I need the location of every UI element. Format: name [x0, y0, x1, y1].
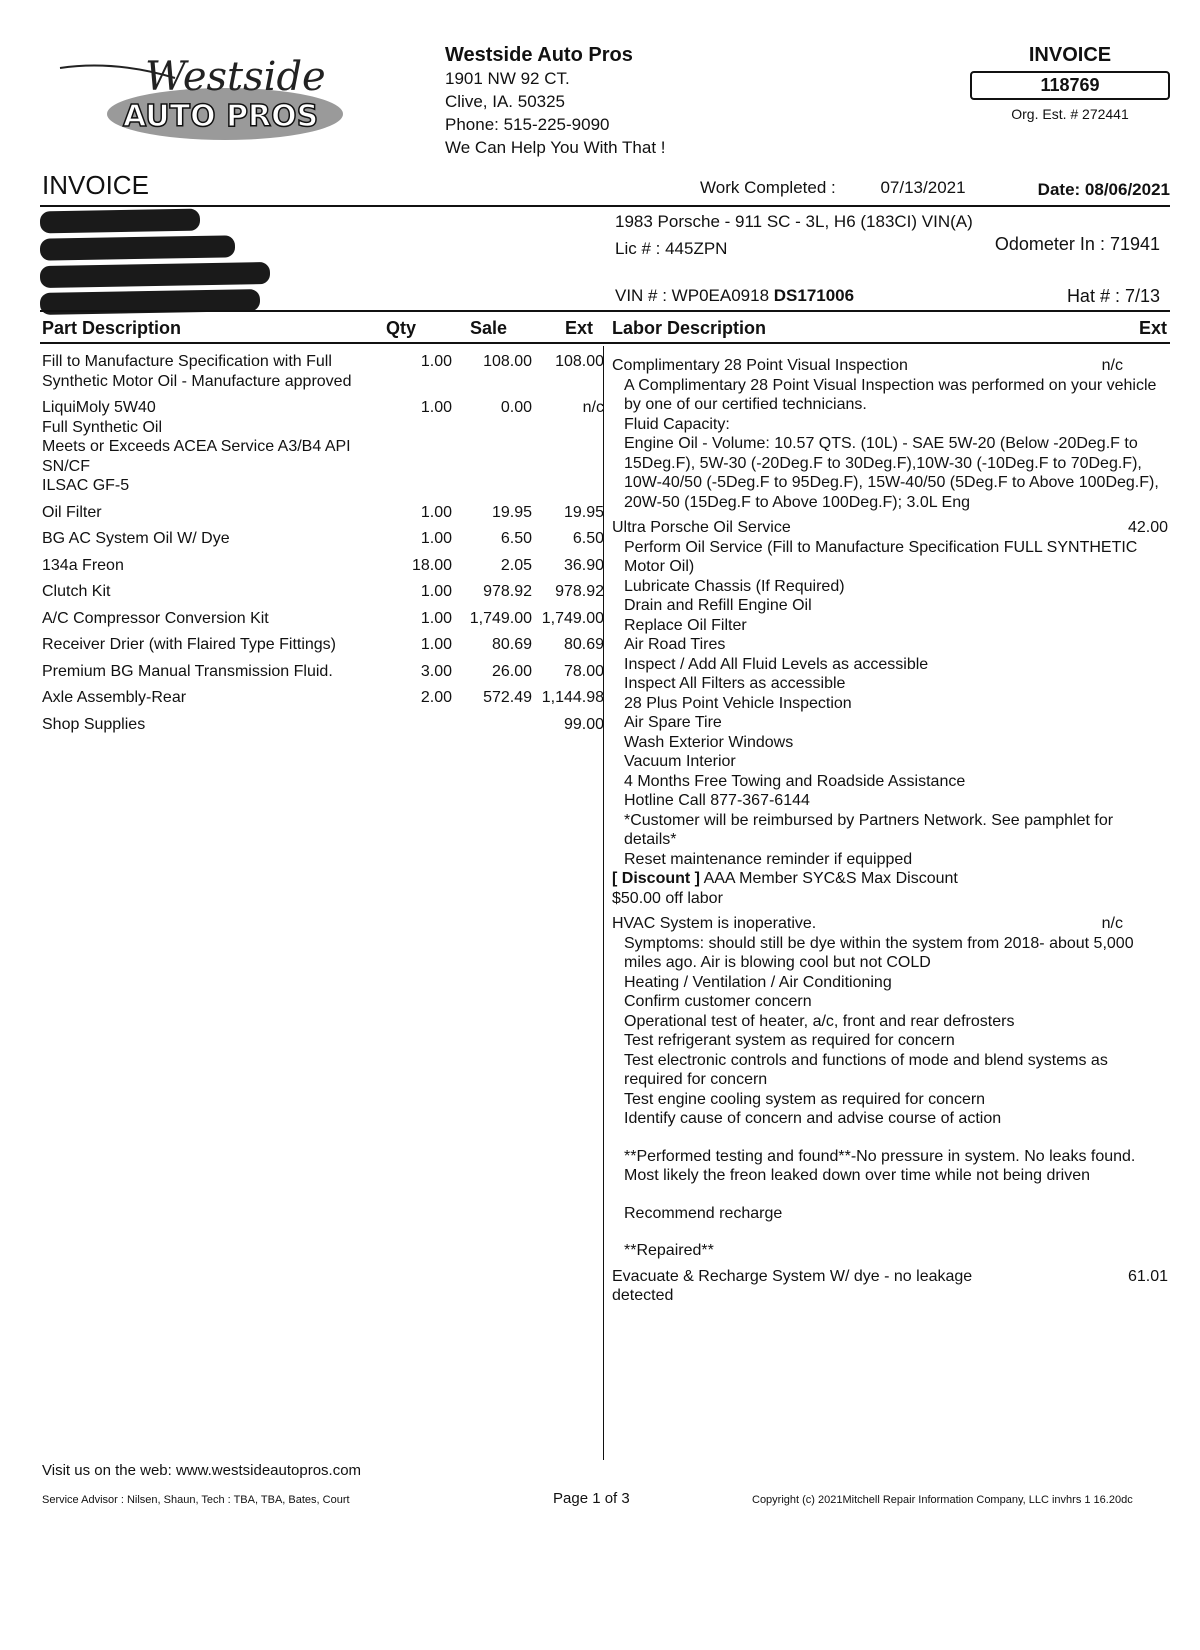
labor-hvac-items	[612, 934, 1168, 1129]
labor-inspection-body: A Complimentary 28 Point Visual Inspection was performed on your vehicle by one of our certified technicians.	[624, 376, 1157, 413]
table-header-rule	[40, 342, 1170, 344]
labor-inspection-ext: n/c	[1101, 357, 1123, 374]
list-item: Test electronic controls and functions of mode and blend systems as required for concern	[624, 1051, 1108, 1088]
part-sale: 26.00	[491, 662, 532, 680]
shop-phone: Phone: 515-225-9090	[445, 115, 610, 134]
work-completed-date: 07/13/2021	[880, 178, 966, 197]
part-sale: 108.00	[483, 353, 532, 370]
labor-oil-service	[612, 518, 1168, 908]
labor-evac-title: Evacuate & Recharge System W/ dye - no leakage detected	[612, 1267, 973, 1304]
parts-table	[42, 352, 604, 741]
part-ext: 99.00	[563, 715, 604, 733]
table-row	[42, 688, 604, 708]
header-divider	[40, 205, 1170, 207]
table-row	[42, 398, 604, 496]
list-item: Inspect All Filters as accessible	[624, 675, 846, 692]
vin-suffix: DS171006	[773, 286, 855, 305]
part-ext: 19.95	[563, 503, 604, 521]
vin-prefix: VIN # : WP0EA0918	[615, 286, 774, 305]
part-sale: 6.50	[500, 530, 532, 547]
shop-name: Westside Auto Pros	[445, 44, 633, 66]
labor-inspection-title: Complimentary 28 Point Visual Inspection	[612, 357, 908, 374]
table-row	[42, 582, 604, 602]
part-description: Receiver Drier (with Flaired Type Fittings)	[42, 636, 337, 653]
part-ext: 108.00	[555, 353, 604, 370]
list-item: Lubricate Chassis (If Required)	[624, 577, 845, 595]
hat-number: Hat # : 7/13	[1066, 286, 1160, 306]
shop-logo	[55, 40, 355, 160]
odometer: Odometer In : 71941	[994, 234, 1160, 254]
work-completed-label: Work Completed :	[700, 178, 836, 197]
part-ext: 1,749.00	[541, 609, 604, 627]
labor-found: **Performed testing and found**-No pressure in system. No leaks found. Most likely the freon leaked down over time while not being driven	[624, 1147, 1136, 1184]
license-plate: Lic # : 445ZPN	[615, 239, 728, 258]
labor-fluid-body: Engine Oil - Volume: 10.57 QTS. (10L) - SAE 5W-20 (Below -20Deg.F to 15Deg.F), 5W-30 (-20Deg.F to 30Deg.F),10W-30 (-10Deg.F to 70Deg.F), 10W-40/50 (-5Deg.F to 95Deg.F), 15W-40/50 (5Deg.F to Above 100Deg.F), 20W-50 (15Deg.F to Above 100Deg.F); 3.0L Eng	[624, 435, 1159, 511]
list-item: Test engine cooling system as required for concern	[624, 1090, 986, 1108]
part-sale: 1,749.00	[469, 609, 532, 627]
table-row	[42, 503, 604, 523]
part-description: A/C Compressor Conversion Kit	[42, 609, 269, 627]
invoice-title: INVOICE	[42, 170, 149, 200]
header-labor-ext: Ext	[1138, 318, 1167, 338]
org-estimate: Org. Est. # 272441	[1011, 106, 1129, 122]
discount-amount: $50.00 off labor	[612, 889, 723, 907]
part-description: Shop Supplies	[42, 715, 146, 733]
vin	[615, 286, 854, 306]
table-top-rule	[40, 310, 1170, 312]
invoice-label: INVOICE	[1028, 44, 1112, 66]
list-item: Heating / Ventilation / Air Conditioning	[624, 973, 892, 991]
header-ext: Ext	[565, 318, 594, 338]
footer-copyright: Copyright (c) 2021Mitchell Repair Information Company, LLC invhrs 1 16.20dc	[752, 1494, 1133, 1506]
labor-oil-ext: 42.00	[1127, 519, 1168, 536]
invoice-date: Date: 08/06/2021	[1037, 180, 1170, 199]
list-item: Confirm customer concern	[624, 993, 812, 1010]
labor-hvac-title: HVAC System is inoperative.	[612, 915, 817, 932]
part-description: Oil Filter	[42, 503, 102, 521]
vehicle-description: 1983 Porsche - 911 SC - 3L, H6 (183CI) VIN(A)	[615, 212, 973, 231]
logo-script: Westside	[145, 54, 326, 100]
shop-address1: 1901 NW 92 CT.	[445, 69, 570, 88]
part-sale: 19.95	[491, 503, 532, 521]
part-sale: 0.00	[500, 399, 532, 416]
part-description: Axle Assembly-Rear	[42, 689, 187, 706]
list-item: Inspect / Add All Fluid Levels as accessible	[624, 655, 929, 673]
part-description: BG AC System Oil W/ Dye	[42, 530, 230, 547]
part-ext: n/c	[582, 399, 604, 416]
shop-tagline: We Can Help You With That !	[445, 138, 666, 157]
part-qty: 1.00	[420, 530, 452, 547]
header-labor-description: Labor Description	[612, 318, 767, 338]
part-sale: 2.05	[500, 556, 532, 574]
labor-evac	[612, 1267, 1168, 1306]
labor-oil-title: Ultra Porsche Oil Service	[612, 519, 791, 536]
part-qty: 1.00	[420, 609, 452, 627]
list-item: Drain and Refill Engine Oil	[624, 597, 812, 614]
part-description: Clutch Kit	[42, 583, 111, 600]
list-item: Perform Oil Service (Fill to Manufacture Specification FULL SYNTHETIC Motor Oil)	[624, 538, 1138, 575]
part-ext: 6.50	[572, 530, 604, 547]
table-row	[42, 529, 604, 549]
labor-section	[612, 356, 1168, 1306]
list-item: Air Spare Tire	[624, 714, 722, 731]
header-sale: Sale	[470, 318, 508, 338]
list-item: Reset maintenance reminder if equipped	[624, 850, 913, 868]
labor-inspection	[612, 356, 1168, 512]
list-item: Identify cause of concern and advise course of action	[624, 1110, 1002, 1127]
logo-block: AUTO PROS	[123, 99, 319, 134]
part-qty: 2.00	[420, 689, 452, 706]
header-part-description: Part Description	[42, 318, 182, 338]
list-item: Replace Oil Filter	[624, 616, 747, 634]
invoice-number: 118769	[970, 71, 1170, 100]
list-item: Test refrigerant system as required for concern	[624, 1032, 955, 1049]
footer-website: Visit us on the web: www.westsideautopros.com	[42, 1462, 362, 1479]
work-completed	[700, 178, 966, 198]
part-qty: 1.00	[420, 636, 452, 653]
part-qty: 1.00	[420, 583, 452, 600]
list-item: Operational test of heater, a/c, front and rear defrosters	[624, 1012, 1015, 1030]
part-ext: 978.92	[555, 583, 604, 600]
page-number: Page 1 of 3	[553, 1490, 630, 1507]
shop-info	[445, 44, 666, 159]
part-qty: 18.00	[411, 556, 452, 574]
part-qty: 1.00	[420, 353, 452, 370]
table-row	[42, 635, 604, 655]
list-item: 28 Plus Point Vehicle Inspection	[624, 694, 852, 712]
part-qty: 1.00	[420, 503, 452, 521]
customer-redacted	[40, 210, 270, 318]
part-sale: 978.92	[483, 583, 532, 600]
labor-evac-ext: 61.01	[1127, 1267, 1168, 1285]
part-ext: 1,144.98	[541, 689, 604, 706]
part-sale: 572.49	[483, 689, 532, 706]
labor-hvac-ext: n/c	[1101, 915, 1123, 932]
list-item: *Customer will be reimbursed by Partners Network. See pamphlet for details*	[624, 811, 1114, 848]
list-item: Hotline Call 877-367-6144	[624, 792, 810, 809]
list-item: Wash Exterior Windows	[624, 733, 794, 751]
table-row	[42, 609, 604, 629]
table-row	[42, 556, 604, 576]
part-ext: 80.69	[563, 636, 604, 653]
part-sale: 80.69	[491, 636, 532, 653]
part-description: Premium BG Manual Transmission Fluid.	[42, 662, 333, 680]
list-item: Vacuum Interior	[624, 753, 736, 770]
part-description: 134a Freon	[42, 556, 124, 574]
footer-advisor: Service Advisor : Nilsen, Shaun, Tech : TBA, TBA, Bates, Court	[42, 1494, 350, 1506]
table-row	[42, 715, 604, 735]
labor-hvac	[612, 914, 1168, 1261]
part-qty: 1.00	[420, 399, 452, 416]
discount-tag: [ Discount ]	[612, 870, 700, 887]
discount-text: AAA Member SYC&S Max Discount	[700, 870, 958, 887]
vehicle-info	[615, 208, 973, 262]
labor-fluid-title: Fluid Capacity:	[624, 415, 730, 433]
header-qty: Qty	[386, 318, 417, 338]
labor-repaired: **Repaired**	[624, 1242, 714, 1259]
part-description: Fill to Manufacture Specification with Full Synthetic Motor Oil - Manufacture approved	[42, 353, 352, 390]
labor-recommend: Recommend recharge	[624, 1204, 783, 1222]
shop-address2: Clive, IA. 50325	[445, 92, 566, 111]
part-qty: 3.00	[420, 662, 452, 680]
labor-oil-items	[612, 538, 1168, 870]
list-item: Symptoms: should still be dye within the system from 2018- about 5,000 miles ago. Air is blowing cool but not COLD	[624, 934, 1134, 971]
part-ext: 78.00	[563, 662, 604, 680]
part-description: LiquiMoly 5W40 Full Synthetic Oil Meets or Exceeds ACEA Service A3/B4 API SN/CF ILSAC GF-5	[42, 399, 351, 494]
part-ext: 36.90	[563, 556, 604, 574]
table-row	[42, 662, 604, 682]
part-sale	[452, 715, 532, 735]
invoice-number-area	[970, 44, 1170, 122]
table-row	[42, 352, 604, 391]
list-item: Air Road Tires	[624, 636, 726, 653]
part-qty	[372, 715, 452, 735]
list-item: 4 Months Free Towing and Roadside Assistance	[624, 772, 966, 790]
